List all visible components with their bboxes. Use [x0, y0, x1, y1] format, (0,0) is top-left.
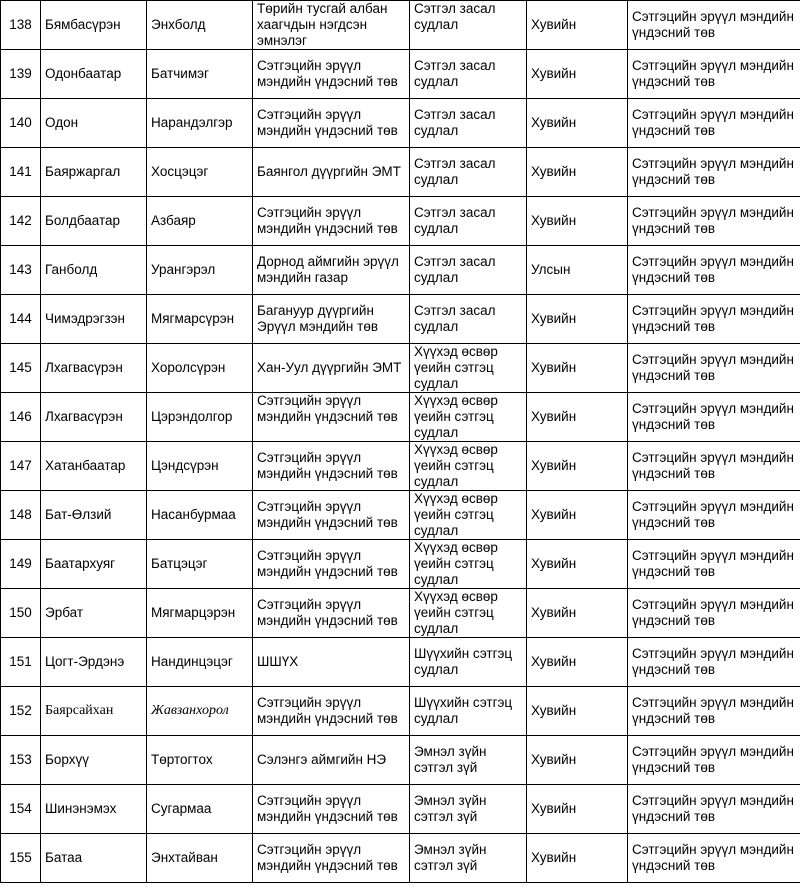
training-place: Сэтгэцийн эрүүл мэндийн үндэсний төв: [628, 50, 800, 99]
first-name: Жавзанхорол: [147, 687, 253, 736]
training-place: Сэтгэцийн эрүүл мэндийн үндэсний төв: [628, 491, 800, 540]
table-row: [1, 295, 800, 344]
row-number: 153: [1, 736, 41, 785]
first-name: Сугармаа: [147, 785, 253, 834]
last-name: Одонбаатар: [41, 50, 147, 99]
table-row: [1, 540, 800, 589]
specialty: Хүүхэд өсвөр үеийн сэтгэц судлал: [410, 540, 527, 589]
type: Хувийн: [527, 99, 628, 148]
training-place: Сэтгэцийн эрүүл мэндийн үндэсний төв: [628, 1, 800, 50]
workplace: Төрийн тусгай албан хаагчдын нэгдсэн эмнэлэг: [253, 1, 410, 50]
table-row: [1, 148, 800, 197]
workplace: Сэтгэцийн эрүүл мэндийн үндэсний төв: [253, 687, 410, 736]
specialty: Сэтгэл засал судлал: [410, 148, 527, 197]
row-number: 144: [1, 295, 41, 344]
last-name: Бат-Өлзий: [41, 491, 147, 540]
table-row: [1, 834, 800, 883]
first-name: Батчимэг: [147, 50, 253, 99]
type: Улсын: [527, 246, 628, 295]
row-number: 143: [1, 246, 41, 295]
type: Хувийн: [527, 295, 628, 344]
workplace: Баянгол дүүргийн ЭМТ: [253, 148, 410, 197]
workplace: Сэтгэцийн эрүүл мэндийн үндэсний төв: [253, 589, 410, 638]
last-name: Чимэдрэгзэн: [41, 295, 147, 344]
type: Хувийн: [527, 589, 628, 638]
table-row: [1, 785, 800, 834]
type: Хувийн: [527, 442, 628, 491]
training-place: Сэтгэцийн эрүүл мэндийн үндэсний төв: [628, 785, 800, 834]
specialty: Сэтгэл засал судлал: [410, 197, 527, 246]
row-number: 141: [1, 148, 41, 197]
type: Хувийн: [527, 50, 628, 99]
table-row: [1, 736, 800, 785]
last-name: Баатархуяг: [41, 540, 147, 589]
specialty: Сэтгэл засал судлал: [410, 1, 527, 50]
table-row: [1, 589, 800, 638]
type: Хувийн: [527, 148, 628, 197]
type: Хувийн: [527, 785, 628, 834]
training-place: Сэтгэцийн эрүүл мэндийн үндэсний төв: [628, 540, 800, 589]
last-name: Бямбасүрэн: [41, 1, 147, 50]
first-name: Азбаяр: [147, 197, 253, 246]
last-name: Лхагвасүрэн: [41, 344, 147, 393]
first-name: Нандинцэцэг: [147, 638, 253, 687]
training-place: Сэтгэцийн эрүүл мэндийн үндэсний төв: [628, 638, 800, 687]
last-name: Цогт-Эрдэнэ: [41, 638, 147, 687]
training-place: Сэтгэцийн эрүүл мэндийн үндэсний төв: [628, 736, 800, 785]
workplace: Багануур дүүргийн Эрүүл мэндийн төв: [253, 295, 410, 344]
first-name: Насанбурмаа: [147, 491, 253, 540]
training-place: Сэтгэцийн эрүүл мэндийн үндэсний төв: [628, 99, 800, 148]
last-name: Хатанбаатар: [41, 442, 147, 491]
workplace: Сэтгэцийн эрүүл мэндийн үндэсний төв: [253, 442, 410, 491]
type: Хувийн: [527, 393, 628, 442]
first-name: Батцэцэг: [147, 540, 253, 589]
training-place: Сэтгэцийн эрүүл мэндийн үндэсний төв: [628, 197, 800, 246]
last-name: Баярсайхан: [41, 687, 147, 736]
table-row: [1, 344, 800, 393]
table-row: [1, 638, 800, 687]
workplace: Сэтгэцийн эрүүл мэндийн үндэсний төв: [253, 834, 410, 883]
training-place: Сэтгэцийн эрүүл мэндийн үндэсний төв: [628, 393, 800, 442]
type: Хувийн: [527, 834, 628, 883]
specialty: Хүүхэд өсвөр үеийн сэтгэц судлал: [410, 393, 527, 442]
first-name: Энхболд: [147, 1, 253, 50]
last-name: Лхагвасүрэн: [41, 393, 147, 442]
first-name: Нарандэлгэр: [147, 99, 253, 148]
row-number: 151: [1, 638, 41, 687]
table-row: [1, 687, 800, 736]
row-number: 146: [1, 393, 41, 442]
first-name: Хосцэцэг: [147, 148, 253, 197]
row-number: 140: [1, 99, 41, 148]
specialty: Хүүхэд өсвөр үеийн сэтгэц судлал: [410, 442, 527, 491]
workplace: Сэтгэцийн эрүүл мэндийн үндэсний төв: [253, 99, 410, 148]
training-place: Сэтгэцийн эрүүл мэндийн үндэсний төв: [628, 589, 800, 638]
row-number: 155: [1, 834, 41, 883]
first-name: Мягмарсүрэн: [147, 295, 253, 344]
type: Хувийн: [527, 540, 628, 589]
row-number: 138: [1, 1, 41, 50]
specialty: Сэтгэл засал судлал: [410, 295, 527, 344]
specialty: Хүүхэд өсвөр үеийн сэтгэц судлал: [410, 344, 527, 393]
training-place: Сэтгэцийн эрүүл мэндийн үндэсний төв: [628, 295, 800, 344]
training-place: Сэтгэцийн эрүүл мэндийн үндэсний төв: [628, 344, 800, 393]
table-row: [1, 197, 800, 246]
row-number: 147: [1, 442, 41, 491]
first-name: Мягмарцэрэн: [147, 589, 253, 638]
row-number: 152: [1, 687, 41, 736]
first-name: Цэрэндолгор: [147, 393, 253, 442]
last-name: Шинэнэмэх: [41, 785, 147, 834]
training-place: Сэтгэцийн эрүүл мэндийн үндэсний төв: [628, 834, 800, 883]
table-row: [1, 442, 800, 491]
specialty: Эмнэл зүйн сэтгэл зүй: [410, 785, 527, 834]
workplace: Сэтгэцийн эрүүл мэндийн үндэсний төв: [253, 393, 410, 442]
specialty: Сэтгэл засал судлал: [410, 99, 527, 148]
last-name: Эрбат: [41, 589, 147, 638]
row-number: 154: [1, 785, 41, 834]
workplace: Сэлэнгэ аймгийн НЭ: [253, 736, 410, 785]
specialty: Хүүхэд өсвөр үеийн сэтгэц судлал: [410, 491, 527, 540]
workplace: Сэтгэцийн эрүүл мэндийн үндэсний төв: [253, 785, 410, 834]
table-row: [1, 1, 800, 50]
type: Хувийн: [527, 197, 628, 246]
first-name: Төртогтох: [147, 736, 253, 785]
type: Хувийн: [527, 1, 628, 50]
training-place: Сэтгэцийн эрүүл мэндийн үндэсний төв: [628, 148, 800, 197]
specialty: Сэтгэл засал судлал: [410, 246, 527, 295]
table-row: [1, 246, 800, 295]
workplace: Сэтгэцийн эрүүл мэндийн үндэсний төв: [253, 50, 410, 99]
workplace: Сэтгэцийн эрүүл мэндийн үндэсний төв: [253, 491, 410, 540]
last-name: Баяржаргал: [41, 148, 147, 197]
row-number: 139: [1, 50, 41, 99]
specialty: Эмнэл зүйн сэтгэл зүй: [410, 736, 527, 785]
table-row: [1, 491, 800, 540]
type: Хувийн: [527, 344, 628, 393]
last-name: Батаа: [41, 834, 147, 883]
specialty: Эмнэл зүйн сэтгэл зүй: [410, 834, 527, 883]
first-name: Хоролсүрэн: [147, 344, 253, 393]
last-name: Одон: [41, 99, 147, 148]
specialty: Сэтгэл засал судлал: [410, 50, 527, 99]
specialty: Шүүхийн сэтгэц судлал: [410, 638, 527, 687]
row-number: 150: [1, 589, 41, 638]
workplace: Дорнод аймгийн эрүүл мэндийн газар: [253, 246, 410, 295]
training-place: Сэтгэцийн эрүүл мэндийн үндэсний төв: [628, 442, 800, 491]
row-number: 145: [1, 344, 41, 393]
table-row: [1, 50, 800, 99]
registry-table-body: [1, 1, 800, 883]
type: Хувийн: [527, 491, 628, 540]
training-place: Сэтгэцийн эрүүл мэндийн үндэсний төв: [628, 687, 800, 736]
workplace: Хан-Уул дүүргийн ЭМТ: [253, 344, 410, 393]
type: Хувийн: [527, 736, 628, 785]
workplace: Сэтгэцийн эрүүл мэндийн үндэсний төв: [253, 540, 410, 589]
first-name: Цэндсүрэн: [147, 442, 253, 491]
training-place: Сэтгэцийн эрүүл мэндийн үндэсний төв: [628, 246, 800, 295]
first-name: Энхтайван: [147, 834, 253, 883]
type: Хувийн: [527, 638, 628, 687]
last-name: Борхүү: [41, 736, 147, 785]
row-number: 148: [1, 491, 41, 540]
last-name: Болдбаатар: [41, 197, 147, 246]
specialty: Шүүхийн сэтгэц судлал: [410, 687, 527, 736]
type: Хувийн: [527, 687, 628, 736]
last-name: Ганболд: [41, 246, 147, 295]
workplace: ШШҮХ: [253, 638, 410, 687]
table-row: [1, 393, 800, 442]
specialty: Хүүхэд өсвөр үеийн сэтгэц судлал: [410, 589, 527, 638]
table-row: [1, 99, 800, 148]
row-number: 142: [1, 197, 41, 246]
first-name: Урангэрэл: [147, 246, 253, 295]
row-number: 149: [1, 540, 41, 589]
workplace: Сэтгэцийн эрүүл мэндийн үндэсний төв: [253, 197, 410, 246]
